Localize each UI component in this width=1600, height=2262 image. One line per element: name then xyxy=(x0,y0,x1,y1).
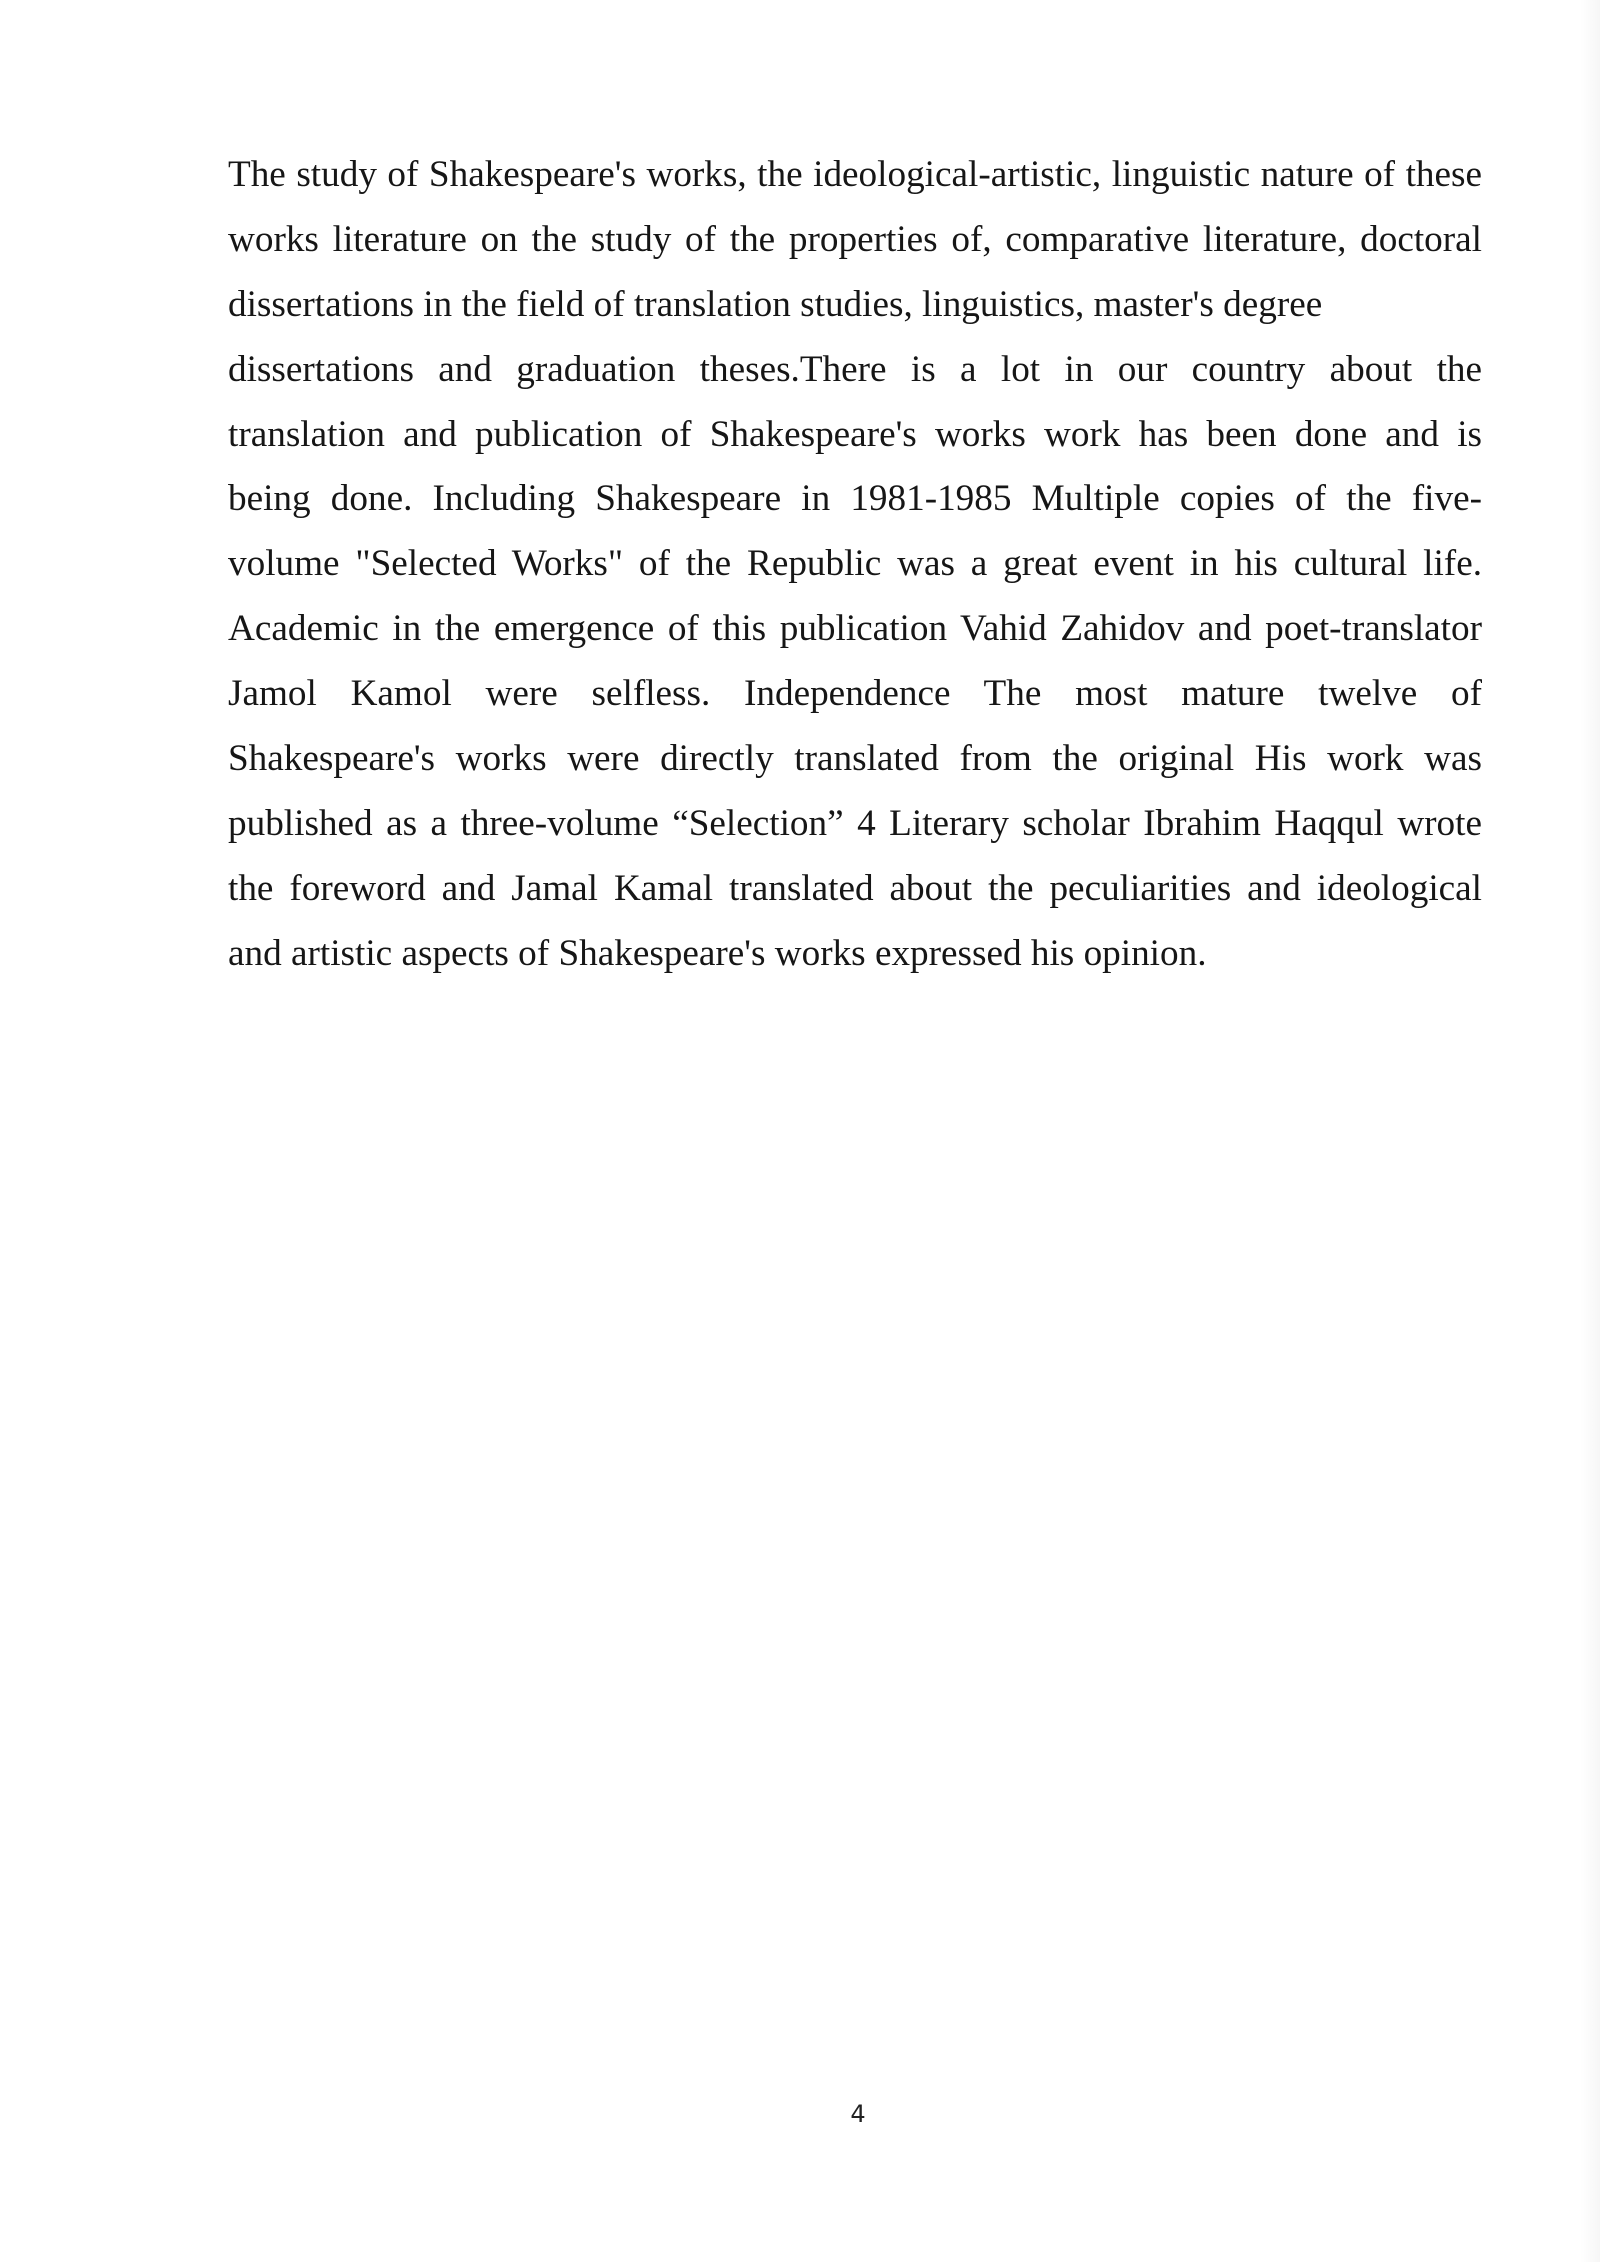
body-text-line: the foreword and Jamal Kamal translated about the peculiarities and ideological xyxy=(228,867,1482,909)
body-text-line: volume "Selected Works" of the Republic was a great event in his cultural life. xyxy=(228,543,1482,585)
page-edge-shadow xyxy=(1580,0,1600,2262)
body-paragraph xyxy=(228,143,1482,987)
body-text-line: translation and publication of Shakespeare's works work has been done and is xyxy=(228,413,1482,455)
page-number: 4 xyxy=(850,2100,866,2128)
body-text-line: works literature on the study of the properties of, comparative literature, doctoral xyxy=(228,218,1482,260)
body-text-line: Jamol Kamol were selfless. Independence The most mature twelve of xyxy=(228,673,1482,715)
body-text-line: being done. Including Shakespeare in 1981-1985 Multiple copies of the five- xyxy=(228,478,1482,520)
body-text-line: dissertations and graduation theses.There is a lot in our country about the xyxy=(228,348,1482,390)
body-text-line: dissertations in the field of translation studies, linguistics, master's degree xyxy=(228,283,1323,325)
body-text-line: The study of Shakespeare's works, the ideological-artistic, linguistic nature of these xyxy=(228,154,1482,195)
body-text-line: published as a three-volume “Selection” 4 Literary scholar Ibrahim Haqqul wrote xyxy=(228,802,1482,844)
body-text-line: and artistic aspects of Shakespeare's works expressed his opinion. xyxy=(228,932,1207,974)
body-text-line: Academic in the emergence of this publication Vahid Zahidov and poet-translator xyxy=(228,608,1482,650)
body-text-line: Shakespeare's works were directly translated from the original His work was xyxy=(228,738,1482,780)
